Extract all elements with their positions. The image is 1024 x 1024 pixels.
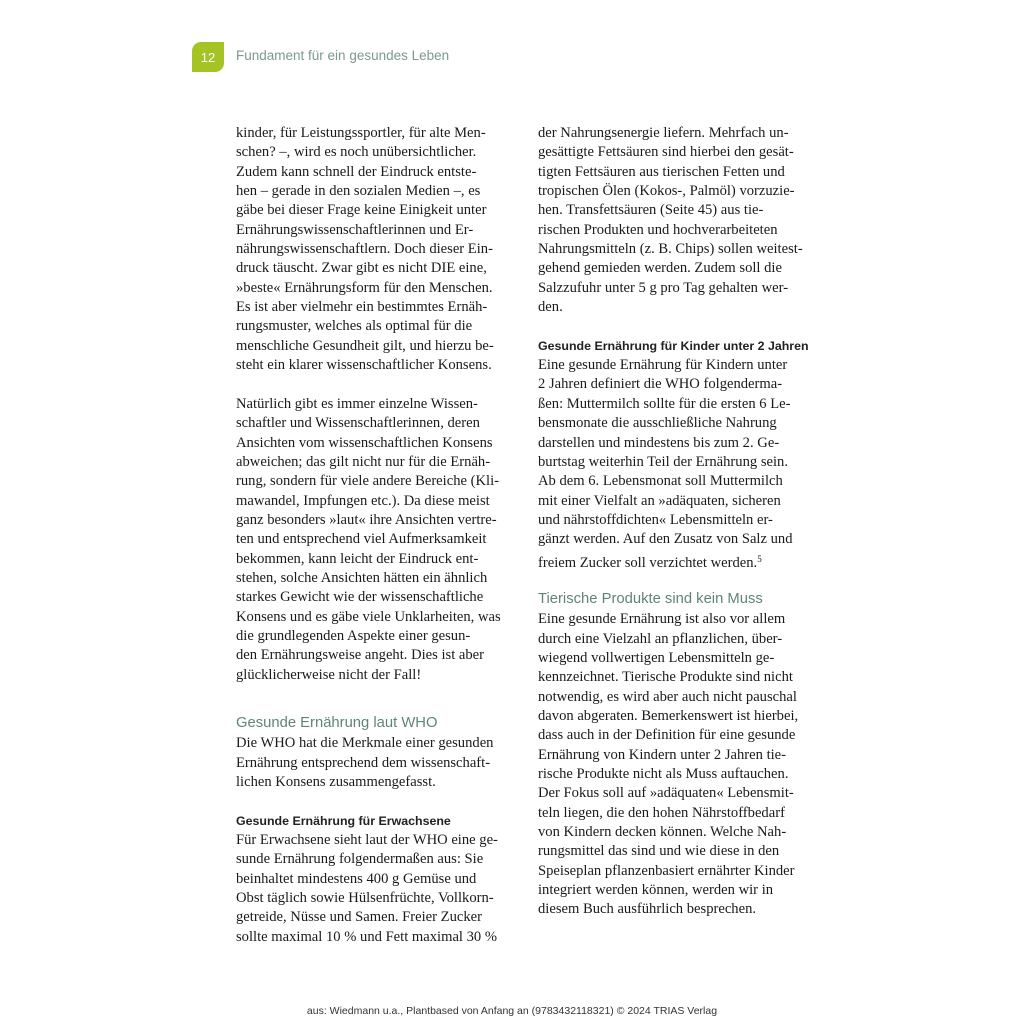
text-line: mit einer Vielfalt an »adäquaten, sicheren (538, 492, 781, 509)
text-line: den Ernährungsweise angeht. Dies ist aber (236, 647, 485, 664)
text-line: 2 Jahren definiert die WHO folgenderma- (538, 376, 783, 393)
text-line: darstellen und mindestens bis zum 2. Ge- (538, 434, 780, 451)
text-line: davon abgeraten. Bemerkenswert ist hierbei, (538, 707, 799, 724)
section-heading-who: Gesunde Ernährung laut WHO (236, 715, 438, 732)
text-line: dass auch in der Definition für eine gesunde (538, 727, 796, 744)
text-line: ganz besonders »laut« ihre Ansichten vertre- (236, 511, 497, 528)
text-line: integriert werden können, werden wir in (538, 882, 774, 899)
text-line: der Nahrungsenergie liefern. Mehrfach un- (538, 125, 789, 141)
text-line: schen? –, wird es noch unübersichtlicher. (236, 144, 477, 161)
text-line: Konsens und es gäbe viele Unklarheiten, was (236, 608, 501, 625)
text-line: sunde Ernährung folgendermaßen aus: Sie (236, 851, 484, 868)
paragraph (538, 356, 820, 549)
text-line: lichen Konsens zusammengefasst. (236, 774, 436, 790)
paragraph (538, 610, 820, 920)
text-line: die grundlegenden Aspekte einer gesun- (236, 627, 471, 644)
text-line: Ansichten vom wissenschaftlichen Konsens (236, 434, 493, 451)
text-line: gesättigte Fettsäuren sind hierbei den gesät- (538, 144, 794, 161)
text-line: Speiseplan pflanzenbasiert ernährter Kinder (538, 862, 795, 879)
text-line: beinhaltet mindestens 400 g Gemüse und (236, 870, 477, 887)
source-footer: aus: Wiedmann u.a., Plantbased von Anfang an (9783432118321) © 2024 TRIAS Verlag (306, 1005, 718, 1017)
text-line: Der Fokus soll auf »adäquaten« Lebensmit- (538, 785, 794, 802)
page-number: 12 (200, 49, 216, 65)
text-line: Ernährungswissenschaftlerinnen und Er- (236, 221, 474, 238)
text-line: durch eine Vielzahl an pflanzlichen, über- (538, 630, 783, 647)
text-line: sollte maximal 10 % und Fett maximal 30 % (236, 928, 498, 945)
text-line: starkes Gewicht wie der wissenschaftliche (236, 589, 484, 606)
paragraph (236, 734, 518, 792)
text-line: abweichen; das gilt nicht nur für die Ernäh- (236, 453, 491, 470)
text-line: rung, sondern für viele andere Bereiche (Kli- (236, 473, 499, 490)
text-line: tropischen Ölen (Kokos-, Palmöl) vorzuzie- (538, 183, 795, 200)
text-line: nährungswissenschaftlern. Doch dieser Ein- (236, 241, 493, 258)
subheading-children: Gesunde Ernährung für Kinder unter 2 Jahren (538, 338, 809, 353)
paragraph (236, 124, 518, 375)
text-line: bekommen, kann leicht der Eindruck ent- (236, 550, 479, 567)
text-line: Zudem kann schnell der Eindruck entste- (236, 163, 477, 180)
text-line: Für Erwachsene sieht laut der WHO eine ge- (236, 832, 498, 849)
text-line: steht ein klarer wissenschaftlicher Konsens. (236, 357, 492, 374)
text-line: von Kindern decken können. Welche Nah- (538, 824, 787, 841)
text-line: tigten Fettsäuren aus tierischen Fetten und (538, 163, 785, 180)
text-line: Ernährung von Kindern unter 2 Jahren tie- (538, 746, 787, 763)
text-line: gäbe bei dieser Frage keine Einigkeit unter (236, 202, 487, 219)
text-line: hen. Transfettsäuren (Seite 45) aus tie- (538, 202, 764, 219)
text-line: wiegend vollwertigen Lebensmitteln ge- (538, 649, 775, 666)
text-line: den. (538, 299, 563, 316)
text-line: Obst täglich sowie Hülsenfrüchte, Vollkorn- (236, 890, 494, 907)
text-line: rungsmuster, welches als optimal für die (236, 318, 473, 335)
page-number-badge (192, 42, 224, 72)
text-line: druck täuscht. Zwar gibt es nicht DIE eine, (236, 260, 487, 277)
text-line: »beste« Ernährungsform für den Menschen. (236, 279, 493, 296)
text-line: mawandel, Impfungen etc.). Da diese meist (236, 492, 490, 509)
text-line: notwendig, es wird aber auch nicht pauschal (538, 688, 797, 705)
text-line: gänzt werden. Auf den Zusatz von Salz und (538, 531, 793, 548)
text-line: Ab dem 6. Lebensmonat soll Muttermilch (538, 473, 783, 490)
running-title: Fundament für ein gesundes Leben (236, 48, 450, 63)
text-line: hen – gerade in den sozialen Medien –, es (236, 183, 481, 200)
text-line: glücklicherweise nicht der Fall! (236, 666, 422, 683)
text-line: und nährstoffdichten« Lebensmitteln er- (538, 511, 773, 528)
text-line: rischen Produkten und hochverarbeiteten (538, 221, 778, 238)
text-line: Ernährung entsprechend dem wissenschaft- (236, 754, 491, 771)
text-line: Natürlich gibt es immer einzelne Wissen- (236, 395, 478, 412)
text-line: schaftler und Wissenschaftlerinnen, deren (236, 415, 480, 432)
text-line: burtstag weiterhin Teil der Ernährung sein. (538, 453, 788, 470)
text-line: rische Produkte nicht als Muss auftauchen. (538, 766, 789, 782)
text-line: getreide, Nüsse und Samen. Freier Zucker (236, 909, 482, 926)
text-line: menschliche Gesundheit gilt, und hierzu be- (236, 337, 494, 354)
text-line: stehen, solche Ansichten hätten ein ähnlich (236, 569, 488, 586)
paragraph (236, 395, 518, 685)
section-heading-animal-products: Tierische Produkte sind kein Muss (538, 591, 763, 608)
text-line: rungsmittel das sind und wie diese in den (538, 843, 780, 860)
text-line: ßen: Muttermilch sollte für die ersten 6 Le- (538, 395, 791, 412)
text-line: bensmonate die ausschließliche Nahrung (538, 415, 777, 432)
footnote-marker: 5 (757, 553, 762, 564)
text-line: gehend gemieden werden. Zudem soll die (538, 260, 782, 277)
text-line: Nahrungsmitteln (z. B. Chips) sollen weitest- (538, 241, 803, 258)
text-line: diesem Buch ausführlich besprechen. (538, 901, 757, 918)
subheading-adults: Gesunde Ernährung für Erwachsene (236, 813, 451, 828)
text-line: freiem Zucker soll verzichtet werden.$^5$ (538, 553, 762, 571)
paragraph (236, 831, 518, 947)
left-column (236, 124, 518, 947)
text-line: ten und entsprechend viel Aufmerksamkeit (236, 531, 487, 548)
text-line: Salzzufuhr unter 5 g pro Tag gehalten wer- (538, 279, 789, 296)
text-line: Eine gesunde Ernährung ist also vor allem (538, 611, 786, 628)
right-column (538, 124, 820, 920)
text-line: kennzeichnet. Tierische Produkte sind nicht (538, 669, 793, 686)
text-line: kinder, für Leistungssportler, für alte Men- (236, 125, 486, 141)
paragraph (538, 124, 820, 317)
text-line: Eine gesunde Ernährung für Kindern unter (538, 357, 788, 374)
text-line: Die WHO hat die Merkmale einer gesunden (236, 735, 494, 752)
text-line: Es ist aber vielmehr ein bestimmtes Ernäh- (236, 299, 488, 316)
text-line: teln liegen, die den hohen Nährstoffbedarf (538, 804, 785, 821)
